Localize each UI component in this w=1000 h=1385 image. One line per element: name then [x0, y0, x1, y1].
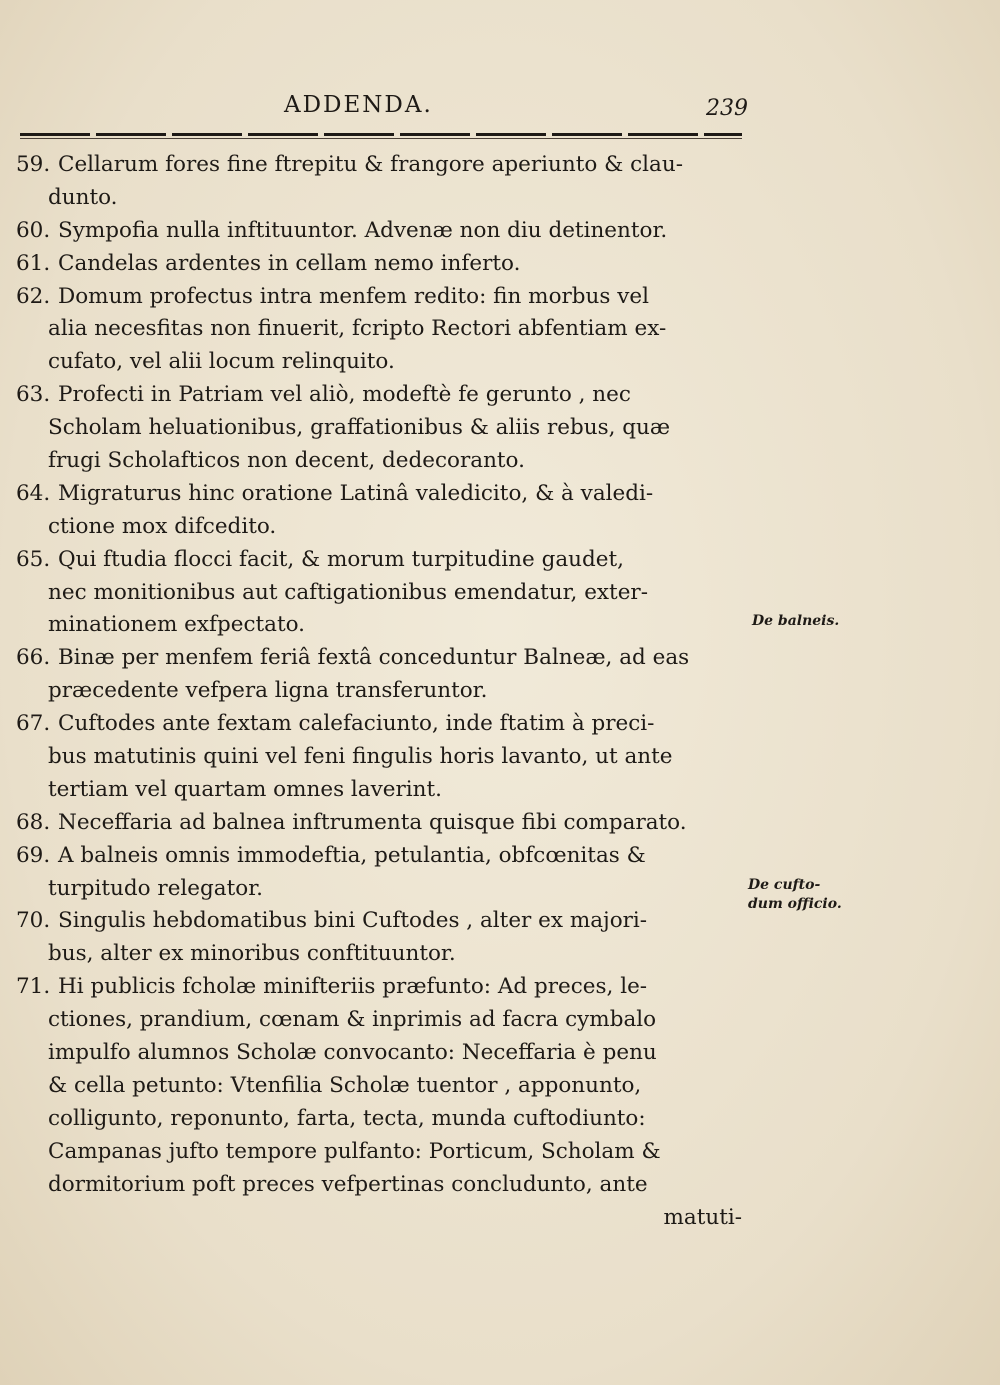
text-line — [16, 708, 746, 741]
line-text: bus, alter ex minoribus conftituuntor. — [48, 941, 456, 967]
rule-number: 70. — [16, 908, 51, 934]
text-line — [16, 248, 746, 281]
text-line — [16, 313, 746, 346]
page-number: 239 — [706, 96, 748, 121]
line-text: dunto. — [48, 184, 118, 210]
rule-number: 71. — [16, 974, 51, 1000]
text-line — [16, 905, 746, 938]
line-text: Qui ftudia flocci facit, & morum turpitudine gaudet, — [58, 546, 624, 572]
text-line — [16, 412, 746, 445]
text-line — [16, 1202, 746, 1235]
header-rule-thin — [20, 138, 742, 139]
text-line — [16, 577, 746, 610]
text-line — [16, 971, 746, 1004]
line-text: Hi publicis fcholæ minifteriis præfunto: Ad preces, le- — [58, 974, 648, 1000]
text-line — [16, 774, 746, 807]
rule-number: 62. — [16, 283, 51, 309]
line-text: colligunto, reponunto, farta, tecta, munda cuftodiunto: — [48, 1105, 646, 1131]
rule-number: 69. — [16, 842, 51, 868]
marginal-note-de-balneis: De balneis. — [752, 613, 840, 629]
line-text: & cella petunto: Vtenfilia Scholæ tuentor , apponunto, — [48, 1072, 642, 1098]
line-text: cufato, vel alii locum relinquito. — [48, 349, 395, 375]
rule-number: 63. — [16, 382, 51, 408]
line-text: frugi Scholafticos non decent, dedecoranto. — [48, 448, 525, 474]
line-text: Cellarum fores fine ftrepitu & frangore aperiunto & clau- — [58, 152, 683, 177]
marginal-note-de-custodum-line1: De cufto- — [748, 877, 821, 893]
text-line — [16, 873, 746, 906]
rule-number: 65. — [16, 546, 51, 572]
text-line — [16, 215, 746, 248]
text-line — [16, 1004, 746, 1037]
line-text: Campanas jufto tempore pulfanto: Porticum, Scholam & — [48, 1138, 661, 1164]
text-line — [16, 1136, 746, 1169]
line-text: alia necesfitas non finuerit, fcripto Rectori abfentiam ex- — [48, 316, 667, 342]
header-rule — [20, 133, 742, 136]
text-line — [16, 281, 746, 314]
line-text: minationem exfpectato. — [48, 612, 306, 638]
text-line — [16, 938, 746, 971]
marginal-note-de-custodum-line2: dum officio. — [748, 896, 842, 912]
text-line — [16, 741, 746, 774]
text-line — [16, 1037, 746, 1070]
body-text — [16, 149, 746, 1234]
running-header-title: ADDENDA. — [284, 92, 433, 118]
text-line — [16, 478, 746, 511]
line-text: Scholam heluationibus, graffationibus & aliis rebus, quæ — [48, 415, 671, 441]
text-line — [16, 1169, 746, 1202]
line-text: impulfo alumnos Scholæ convocanto: Neceffaria è penu — [48, 1040, 657, 1066]
text-line — [16, 346, 746, 379]
line-text: matuti- — [663, 1204, 742, 1230]
text-line — [16, 511, 746, 544]
text-line — [16, 807, 746, 840]
rule-number: 67. — [16, 711, 51, 737]
text-line — [16, 182, 746, 215]
line-text: Profecti in Patriam vel aliò, modeftè fe gerunto , nec — [58, 382, 631, 408]
text-line — [16, 840, 746, 873]
rule-number: 66. — [16, 645, 51, 671]
text-line — [16, 642, 746, 675]
text-line — [16, 675, 746, 708]
text-line — [16, 609, 746, 642]
text-line — [16, 544, 746, 577]
line-text: A balneis omnis immodeftia, petulantia, obfcœnitas & — [58, 842, 646, 868]
text-line — [16, 1103, 746, 1136]
line-text: Domum profectus intra menfem redito: fin morbus vel — [58, 283, 650, 309]
line-text: ctiones, prandium, cœnam & inprimis ad facra cymbalo — [48, 1007, 657, 1033]
rule-number: 61. — [16, 250, 51, 276]
line-text: Migraturus hinc oratione Latinâ valedicito, & à valedi- — [58, 480, 654, 506]
line-text: præcedente vefpera ligna transferuntor. — [48, 678, 488, 704]
rule-number: 59. — [16, 152, 51, 177]
line-text: ctione mox difcedito. — [48, 513, 277, 539]
line-text: Candelas ardentes in cellam nemo inferto. — [58, 250, 521, 276]
line-text: Sympofia nulla inftituuntor. Advenæ non diu detinentor. — [58, 217, 668, 243]
rule-number: 60. — [16, 217, 51, 243]
line-text: bus matutinis quini vel feni fingulis horis lavanto, ut ante — [48, 744, 673, 770]
line-text: Binæ per menfem feriâ fextâ conceduntur Balneæ, ad eas — [58, 645, 690, 671]
line-text: nec monitionibus aut caftigationibus emendatur, exter- — [48, 579, 648, 605]
line-text: tertiam vel quartam omnes laverint. — [48, 776, 442, 802]
text-line — [16, 379, 746, 412]
text-line — [16, 445, 746, 478]
line-text: Neceffaria ad balnea inftrumenta quisque fibi comparato. — [58, 809, 687, 835]
rule-number: 68. — [16, 809, 51, 835]
line-text: Cuftodes ante fextam calefaciunto, inde ftatim à preci- — [58, 711, 655, 737]
line-text: Singulis hebdomatibus bini Cuftodes , alter ex majori- — [58, 908, 648, 934]
line-text: dormitorium poft preces vefpertinas concludunto, ante — [48, 1171, 648, 1197]
rule-number: 64. — [16, 480, 51, 506]
line-text: turpitudo relegator. — [48, 875, 263, 901]
text-line — [16, 149, 746, 182]
text-line — [16, 1070, 746, 1103]
